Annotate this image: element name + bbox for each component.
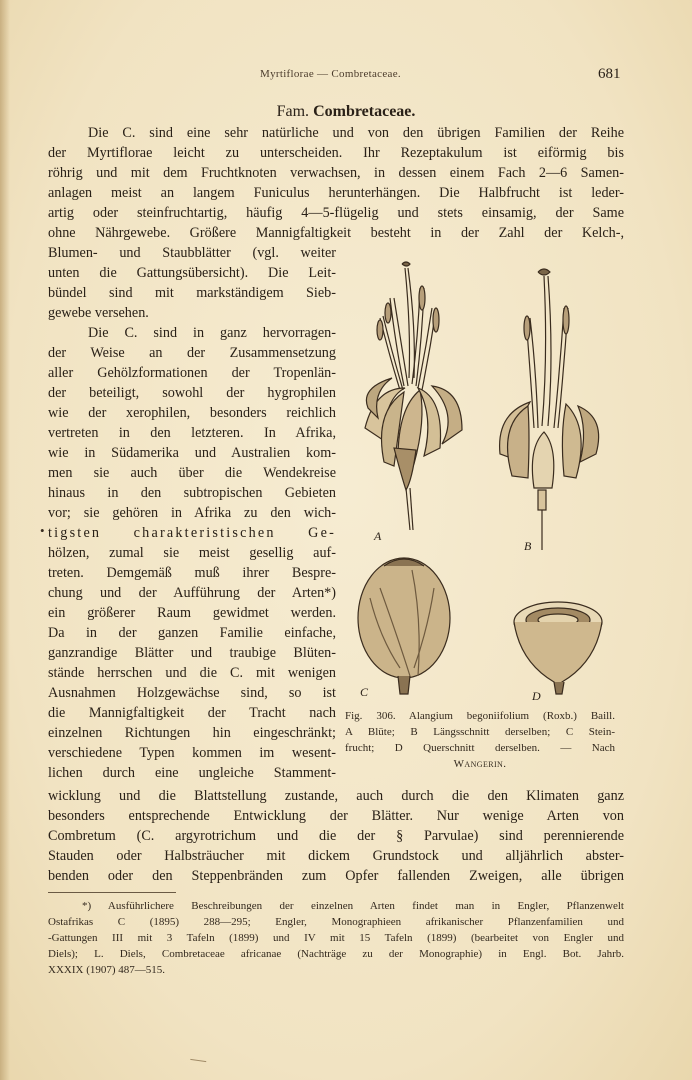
figure-engraving xyxy=(350,258,622,702)
body-line: artig oder steinfruchtartig, häufig 4—5-flügelig und stets einsamig, der Same xyxy=(48,205,624,221)
body-line: vor; sie gehören in Afrika zu den wich- xyxy=(48,505,336,521)
body-line: der beteiligt, sowohl der hygrophilen xyxy=(48,385,336,401)
fruit-drawing-c xyxy=(358,558,450,694)
footnote-line: Diels); L. Diels, Combretaceae africanae (Nachträge zu der Monographie) in Engl. Bot. Jahrb. xyxy=(48,948,624,960)
body-line: aller Gehölzformationen der Tropenlän- xyxy=(48,365,336,381)
fruit-section-drawing-d xyxy=(514,602,602,694)
figure-label-d: D xyxy=(532,689,541,702)
flower-drawing-a xyxy=(365,262,462,530)
heading-family-name: Combretaceae. xyxy=(313,103,416,120)
body-line: Blumen- und Staubblätter (vgl. weiter xyxy=(48,245,336,261)
footnote-divider xyxy=(48,892,176,893)
body-line: hölzen, zumal sie meist gesellig auf- xyxy=(48,545,336,561)
body-line: ein größerer Raum gewidmet werden. xyxy=(48,605,336,621)
body-line: Combretum (C. argyrotrichum und die der § Parvulae) sind perennierende xyxy=(48,828,624,844)
figure-label-c: C xyxy=(360,685,369,699)
body-line: gewebe versehen. xyxy=(48,305,149,321)
body-line: Stauden oder Halbsträucher mit dickem Grundstock und alljährlich abster- xyxy=(48,848,624,864)
caption-line: Wangerin. xyxy=(453,758,507,770)
body-line: chung und der Aufführung der Arten*) xyxy=(48,585,336,601)
caption-line: frucht; D Querschnitt derselben. — Nach xyxy=(345,742,615,754)
body-line: unten die Gattungsübersicht). Die Leit- xyxy=(48,265,336,281)
caption-line: Fig. 306. Alangium begoniifolium (Roxb.) Baill. xyxy=(345,710,615,722)
body-line: treten. Demgemäß muß ihrer Bespre- xyxy=(48,565,336,581)
body-line: ohne Nährgewebe. Größere Mannigfaltigkeit besteht in der Zahl der Kelch-, xyxy=(48,225,624,241)
body-line: der Weise an der Zusammensetzung xyxy=(48,345,336,361)
heading-prefix: Fam. xyxy=(276,103,310,120)
flower-section-drawing-b xyxy=(500,269,599,550)
body-line: der Myrtiflorae leicht zu unterscheiden. Ihr Rezeptakulum ist eiförmig bis xyxy=(48,145,624,161)
footnote-line: -Gattungen III mit 3 Tafeln (1899) und IV mit 15 Tafeln (1899) (bearbeitet von Engler und xyxy=(48,932,624,944)
footnote-line: *) Ausführlichere Beschreibungen der einzelnen Arten findet man in Engler, Pflanzenwelt xyxy=(82,900,624,912)
footnote-line: XXXIX (1907) 487—515. xyxy=(48,964,166,976)
body-line: wie in Südamerika und Australien kom- xyxy=(48,445,336,461)
body-line: Die C. sind in ganz hervorragen- xyxy=(88,325,336,341)
body-line: Die C. sind eine sehr natürliche und von den übrigen Familien der Reihe xyxy=(88,125,624,141)
caption-line: A Blüte; B Längsschnitt derselben; C Stein- xyxy=(345,726,615,738)
body-line: vertreten in den letzteren. In Afrika, xyxy=(48,425,336,441)
page-edge-shadow xyxy=(0,0,10,1080)
figure-label-a: A xyxy=(374,529,382,543)
page-number: 681 xyxy=(598,66,621,82)
body-line: Ausnahmen Holzgewächse sind, so ist xyxy=(48,685,336,701)
page-header xyxy=(0,66,692,84)
family-heading xyxy=(0,103,692,121)
body-line: die Mannigfaltigkeit der Tracht nach xyxy=(48,705,336,721)
body-line: tigsten charakteristischen Ge- xyxy=(48,525,336,541)
body-line: wie der xerophilen, besonders reichlich xyxy=(48,405,336,421)
margin-mark: • xyxy=(40,523,45,538)
body-line: benden oder den Steppenbränden zum Opfer fallenden Zweigen, alle übrigen xyxy=(48,868,624,884)
body-line: Da in der ganzen Familie einfache, xyxy=(48,625,336,641)
body-line: lichen durch eine ungleiche Stamment- xyxy=(48,765,336,781)
body-line: bündel sind mit markständigem Sieb- xyxy=(48,285,336,301)
body-line: stände herrschen und die C. mit wenigen xyxy=(48,665,336,681)
body-line: hinaus in den subtropischen Gebieten xyxy=(48,485,336,501)
body-line: verschiedene Typen kommen im wesent- xyxy=(48,745,336,761)
footnote-line: Ostafrikas C (1895) 288—295; Engler, Monographieen afrikanischer Pflanzenfamilien und xyxy=(48,916,624,928)
figure-label-b: B xyxy=(524,539,532,553)
body-line: anlagen meist an langem Funiculus herunterhängen. Die Halbfrucht ist leder- xyxy=(48,185,624,201)
figure-illustration xyxy=(350,258,622,702)
figure-caption xyxy=(345,708,615,772)
body-line: röhrig und mit dem Fruchtknoten verwachsen, in dessen einem Fach 2—6 Samen- xyxy=(48,165,624,181)
page-smudge xyxy=(190,1059,207,1066)
body-line: besonders entsprechende Entwicklung der Blätter. Nur wenige Arten von xyxy=(48,808,624,824)
running-head: Myrtiflorae — Combretaceae. xyxy=(260,68,401,80)
body-line: einzelnen Richtungen hin eingeschränkt; xyxy=(48,725,336,741)
body-line: men sie auch über die Wendekreise xyxy=(48,465,336,481)
body-line: ganzrandige Blätter und traubige Blüten- xyxy=(48,645,336,661)
body-line: wicklung und die Blattstellung zustande, auch durch die den Klimaten ganz xyxy=(48,788,624,804)
